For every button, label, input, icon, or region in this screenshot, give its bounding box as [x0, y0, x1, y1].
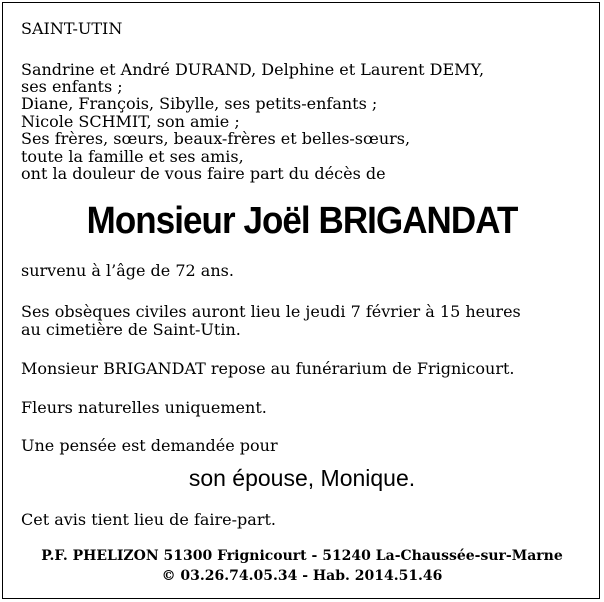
- family-line-5: Ses frères, sœurs, beaux-frères et belles-sœurs,: [21, 129, 411, 148]
- thought-line: Une pensée est demandée pour: [21, 436, 278, 455]
- family-line-1: Sandrine et André DURAND, Delphine et Laurent DEMY,: [21, 60, 485, 79]
- family-line-2: ses enfants ;: [21, 77, 123, 96]
- deceased-name: Monsieur Joël BRIGANDAT: [86, 200, 518, 242]
- family-line-4: Nicole SCHMIT, son amie ;: [21, 112, 240, 131]
- flowers-line: Fleurs naturelles uniquement.: [21, 398, 267, 417]
- funeral-line-1: Ses obsèques civiles auront lieu le jeudi 7 février à 15 heures: [21, 302, 521, 321]
- spouse-line: son épouse, Monique.: [188, 465, 416, 491]
- funeral-line-2: au cimetière de Saint-Utin.: [21, 320, 241, 339]
- notice-line: Cet avis tient lieu de faire-part.: [21, 510, 276, 529]
- age-line: survenu à l’âge de 72 ans.: [21, 261, 234, 280]
- family-line-6: toute la famille et ses amis,: [21, 147, 244, 166]
- rest-line: Monsieur BRIGANDAT repose au funérarium de Frignicourt.: [21, 359, 515, 378]
- funeral-home-phone: © 03.26.74.05.34 - Hab. 2014.51.46: [161, 568, 443, 584]
- funeral-home-address: P.F. PHELIZON 51300 Frignicourt - 51240 La-Chaussée-sur-Marne: [41, 548, 563, 564]
- family-line-7: ont la douleur de vous faire part du décès de: [21, 164, 386, 183]
- family-line-3: Diane, François, Sibylle, ses petits-enfants ;: [21, 94, 378, 113]
- location-heading: SAINT-UTIN: [21, 19, 123, 38]
